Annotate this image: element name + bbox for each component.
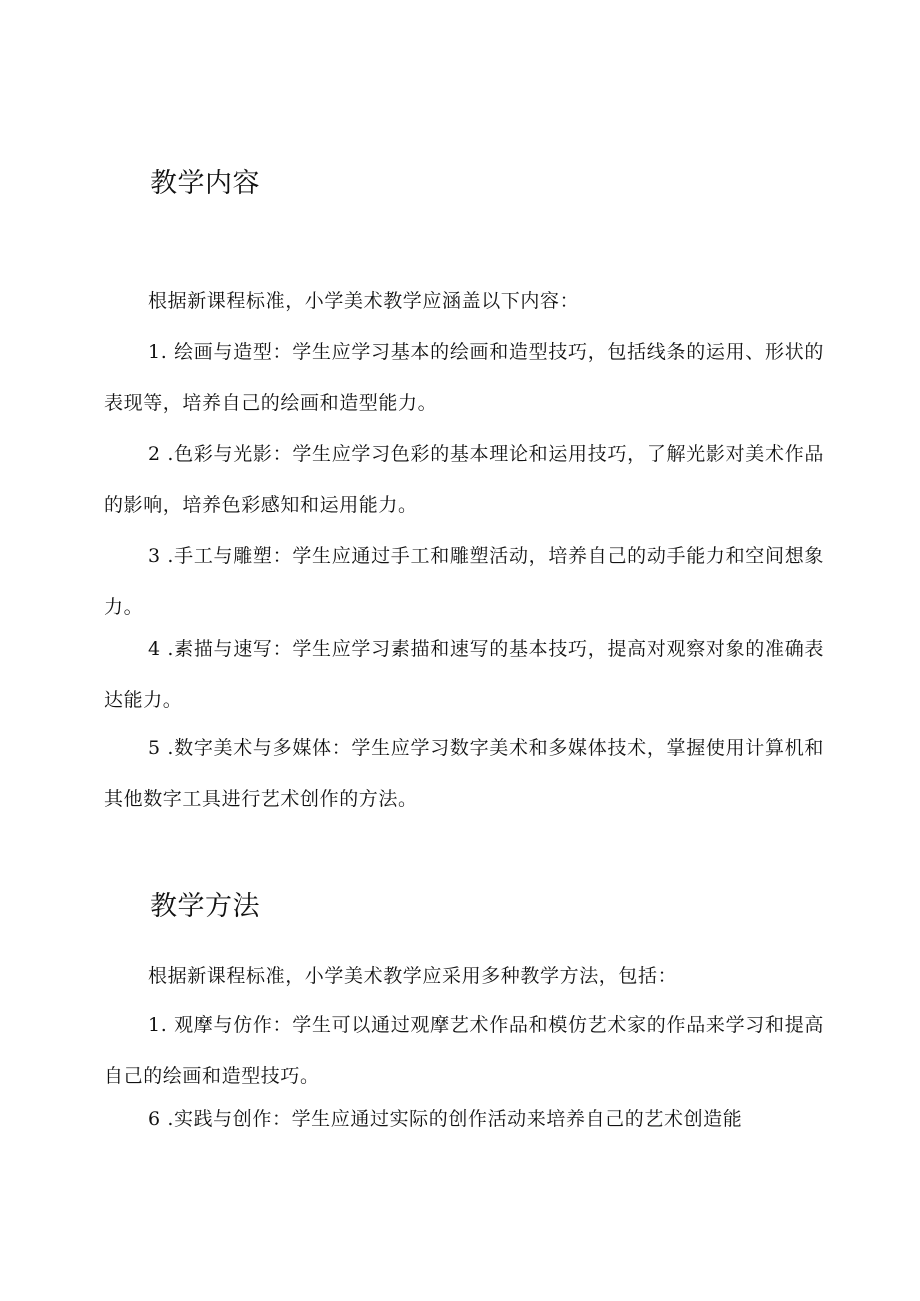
paragraph-methods-item-6: 6 .实践与创作：学生应通过实际的创作活动来培养自己的艺术创造能 xyxy=(148,1108,743,1130)
paragraph-content-item-3: 3 .手工与雕塑：学生应通过手工和雕塑活动，培养自己的动手能力和空间想象力。 xyxy=(104,545,824,618)
paragraph-content-item-2: 2 .色彩与光影：学生应学习色彩的基本理论和运用技巧，了解光影对美术作品的影响，培养色彩感知和运用能力。 xyxy=(104,443,824,516)
section-heading-teaching-methods: 教学方法 xyxy=(150,891,260,922)
section-heading-teaching-content: 教学内容 xyxy=(150,168,260,199)
paragraph-methods-intro: 根据新课程标准，小学美术教学应采用多种教学方法，包括： xyxy=(148,965,678,987)
paragraph-content-item-1: 1. 绘画与造型：学生应学习基本的绘画和造型技巧，包括线条的运用、形状的表现等，培养自己的绘画和造型能力。 xyxy=(104,341,824,414)
paragraph-content-intro: 根据新课程标准，小学美术教学应涵盖以下内容： xyxy=(148,290,580,312)
paragraph-content-item-4: 4 .素描与速写：学生应学习素描和速写的基本技巧，提高对观察对象的准确表达能力。 xyxy=(104,638,824,711)
paragraph-content-item-5: 5 .数字美术与多媒体：学生应学习数字美术和多媒体技术，掌握使用计算机和其他数字工具进行艺术创作的方法。 xyxy=(104,737,824,810)
paragraph-methods-item-1: 1. 观摩与仿作：学生可以通过观摩艺术作品和模仿艺术家的作品来学习和提高自己的绘画和造型技巧。 xyxy=(104,1014,824,1087)
